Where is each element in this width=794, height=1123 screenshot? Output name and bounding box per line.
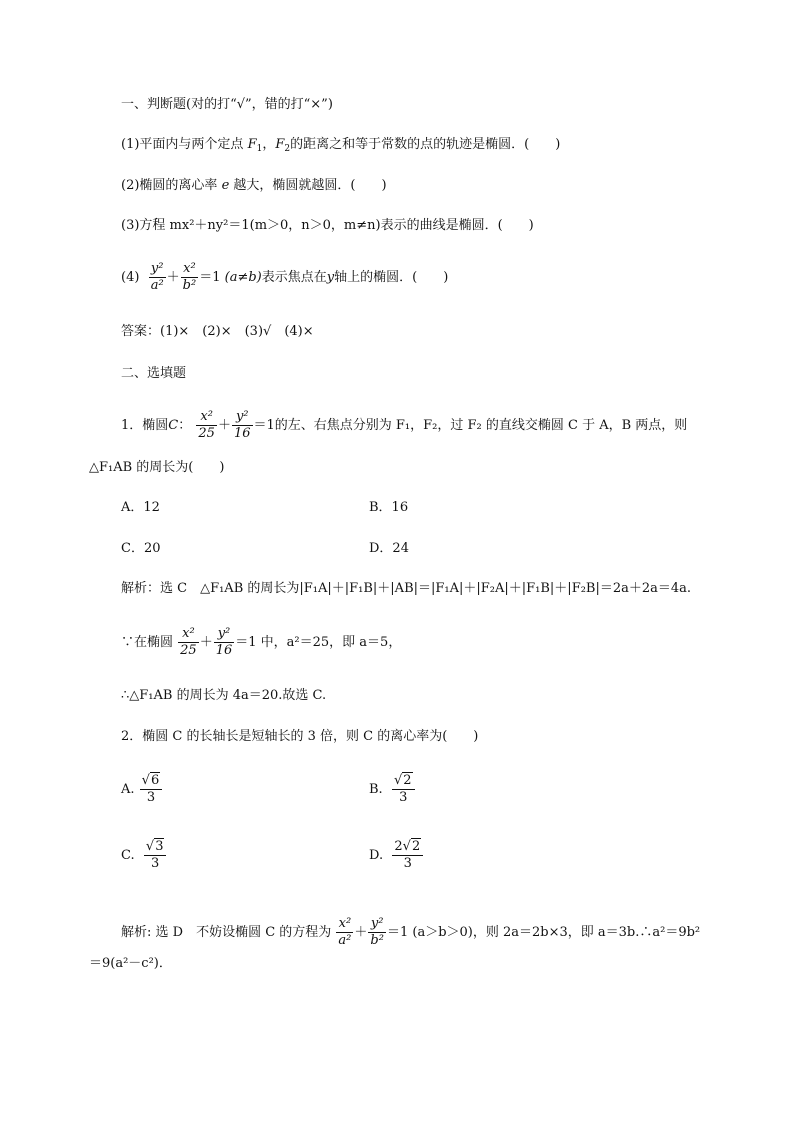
p1-plus: ＋ [217, 418, 231, 433]
p1-frac1-num: x² [200, 409, 213, 424]
p2-option-a-radicand: 6 [150, 773, 160, 788]
p1-sol2-frac2-den: 16 [215, 643, 233, 658]
p1-sol2-a: ∵在椭圆 [121, 635, 174, 650]
q4-fraction-2 [181, 261, 199, 294]
p2-sol-frac2-den: b² [370, 933, 384, 948]
p2-option-b-den: 3 [392, 789, 415, 806]
q4-frac2-den: b² [182, 278, 197, 293]
p1-stem-b: 的左、右焦点分别为 F₁，F₂，过 F₂ 的直线交椭圆 C 于 A，B 两点，则 [274, 418, 688, 433]
p2-option-d-radicand: 2 [411, 839, 421, 854]
p2-option-b [369, 773, 416, 806]
p2-option-d-label: D. [369, 848, 384, 863]
q1-sub-2: 2 [284, 144, 291, 154]
p2-sol-eq: ＝1 [386, 925, 409, 940]
q1-focus-f2: F [275, 137, 285, 152]
p1-c: C [168, 418, 179, 433]
p1-solution-line-3: ∴△F₁AB 的周长为 4a＝20.故选 C. [121, 688, 327, 703]
q4-fraction-1 [149, 261, 166, 294]
p1-option-b: B．16 [369, 500, 409, 515]
p2-sol-a: 解析: 选 D 不妨设椭圆 C 的方程为 [121, 925, 332, 940]
p1-sol2-frac2-num: y² [217, 626, 231, 641]
p2-sol-frac1-den: a² [338, 933, 352, 948]
question-1 [121, 136, 560, 158]
q4-condition: (a≠b) [224, 270, 262, 285]
q4-eq: ＝1 [199, 270, 221, 285]
p1-option-d: D．24 [369, 541, 409, 556]
problem-1-stem [121, 409, 687, 442]
q1-focus-f1: F [247, 137, 257, 152]
p2-sol-plus: ＋ [354, 925, 368, 940]
p1-solution-line-1: 解析：选 C △F₁AB 的周长为|F₁A|＋|F₁B|＋|AB|＝|F₁A|＋|F₂A|＋|F₁B|＋|F₂B|＝2a＋2a＝4a. [121, 581, 692, 596]
p1-sol2-frac1-num: x² [182, 626, 195, 641]
p1-sol2-frac1-den: 25 [180, 643, 197, 658]
p2-option-c-radicand: 3 [155, 839, 164, 854]
q1-text-b: 的距离之和等于常数的点的轨迹是椭圆．( ) [290, 137, 561, 152]
q1-sep: ， [262, 137, 276, 152]
sqrt-icon: √ [393, 773, 403, 788]
q4-frac2-num: x² [183, 261, 196, 276]
q1-text-a: 平面内与两个定点 [139, 137, 244, 152]
p2-option-b-radicand: 2 [403, 773, 412, 788]
p2-option-a-fraction [140, 773, 163, 806]
p1-stem-a: 1．椭圆 [121, 418, 169, 433]
p2-solution-line-1 [121, 916, 700, 949]
q2-text-b: 越大，椭圆就越圆．( ) [233, 178, 387, 193]
q4-frac1-num: y² [150, 261, 164, 276]
sqrt-icon: √ [402, 839, 411, 854]
section-heading-select-fill: 二、选填题 [121, 366, 187, 381]
p2-option-a [121, 773, 163, 806]
problem-1-stem-cont: △F₁AB 的周长为( ) [89, 460, 225, 475]
p2-option-c [121, 839, 167, 872]
p1-sol2-b: ＝1 中，a²＝25，即 a＝5， [235, 635, 402, 650]
sqrt-icon: √ [141, 773, 150, 788]
p2-sol-b: (a＞b＞0)，则 2a＝2b×3，即 a＝3b.∴a²＝9b² [412, 925, 701, 940]
q2-e: e [221, 178, 230, 193]
p2-option-a-label: A. [121, 782, 135, 797]
p2-sol-fraction-1 [336, 916, 353, 949]
q4-y: y [326, 270, 335, 285]
problem-2-stem: 2．椭圆 C 的长轴长是短轴长的 3 倍，则 C 的离心率为( ) [121, 729, 479, 744]
p1-solution-line-2 [121, 626, 401, 659]
p1-eq: ＝1 [253, 418, 275, 433]
p1-sol2-fraction-2 [214, 626, 235, 659]
p2-solution-line-2: ＝9(a²－c²)． [89, 956, 172, 971]
p2-sol-fraction-2 [368, 916, 386, 949]
question-3: (3)方程 mx²＋ny²＝1(m＞0，n＞0，m≠n)表示的曲线是椭圆．( ) [121, 218, 534, 233]
p1-option-a: A．12 [121, 500, 160, 515]
q1-number: (1) [121, 137, 140, 152]
p1-fraction-2 [232, 409, 253, 442]
p2-option-d-coef: 2 [394, 839, 403, 854]
q1-sub-1: 1 [256, 144, 263, 154]
q2-number: (2) [121, 178, 140, 193]
p2-option-d-den: 3 [392, 855, 423, 872]
q2-text-a: 椭圆的离心率 [139, 178, 218, 193]
p2-option-c-den: 3 [144, 855, 167, 872]
p1-option-c: C．20 [121, 541, 161, 556]
p2-option-c-fraction [144, 839, 167, 872]
p2-sol-frac1-num: x² [338, 916, 352, 931]
p1-fraction-1 [196, 409, 217, 442]
p1-frac2-num: y² [235, 409, 249, 424]
sqrt-icon: √ [145, 839, 155, 854]
question-4 [121, 261, 448, 294]
p2-option-d-fraction [392, 839, 423, 872]
section-heading-true-false: 一、判断题(对的打“√”，错的打“×”) [121, 97, 333, 112]
p1-sol2-plus: ＋ [199, 635, 213, 650]
p2-option-c-label: C. [121, 848, 135, 863]
p2-option-a-den: 3 [140, 789, 163, 806]
p2-option-b-label: B. [369, 782, 383, 797]
q4-frac1-den: a² [150, 278, 164, 293]
p2-sol-frac2-num: y² [370, 916, 384, 931]
q4-plus: ＋ [166, 270, 180, 285]
p1-sol2-fraction-1 [178, 626, 199, 659]
question-2 [121, 177, 387, 195]
p1-colon: ： [178, 418, 192, 433]
q4-number: (4) [121, 270, 140, 285]
q4-text-b: 表示焦点在 [261, 270, 327, 285]
p2-option-b-fraction [392, 773, 415, 806]
answer-line: 答案：(1)× (2)× (3)√ (4)× [121, 324, 314, 339]
p2-option-d [369, 839, 424, 872]
p1-frac1-den: 25 [198, 426, 215, 441]
p1-frac2-den: 16 [233, 426, 251, 441]
q4-text-c: 轴上的椭圆．( ) [334, 270, 449, 285]
